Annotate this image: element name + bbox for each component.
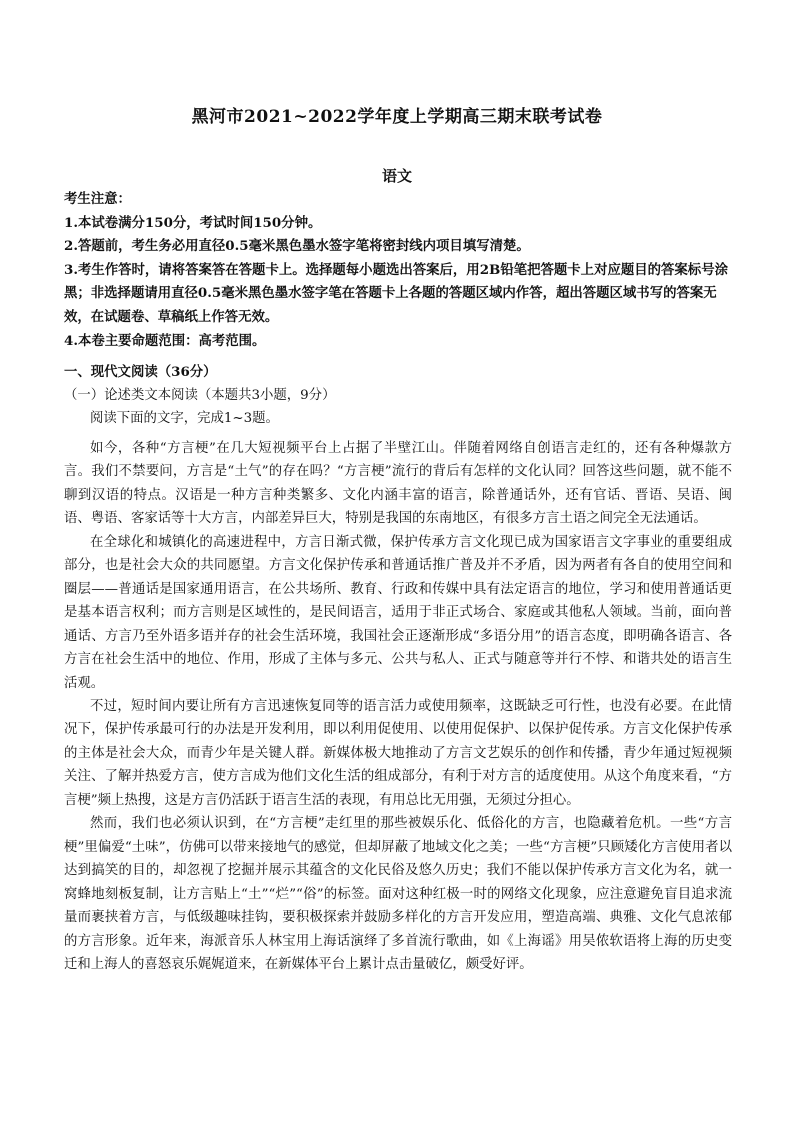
passage-paragraph: 不过，短时间内要让所有方言迅速恢复同等的语言活力或使用频率，这既缺乏可行性，也没有必要。在此情况下，保护传承最可行的办法是开发利用，即以利用促使用、以使用促保护、以保护促传承。方言文化保护传承的主体是社会大众，而青少年是关键人群。新媒体极大地推动了方言文艺娱乐的创作和传播，青少年通过短视频关注、了解并热爱方言，使方言成为他们文化生活的组成部分，有利于对方言的适度使用。从这个角度来看，“方言梗”频上热搜，这是方言仍活跃于语言生活的表现，有用总比无用强，无须过分担心。 [64, 698, 732, 808]
passage-paragraph: 在全球化和城镇化的高速进程中，方言日渐式微，保护传承方言文化现已成为国家语言文字事业的重要组成部分，也是社会大众的共同愿望。方言文化保护传承和普通话推广普及并不矛盾，因为两者有各自的使用空间和圈层——普通话是国家通用语言，在公共场所、教育、行政和传媒中具有法定语言的地位，学习和使用普通话更是基本语言权利；而方言则是区域性的，是民间语言，适用于非正式场合、家庭或其他私人领域。当前，面向普通话、方言乃至外语多语并存的社会生活环境，我国社会正逐渐形成“多语分用”的语言态度，即明确各语言、各方言在社会生活中的地位、作用，形成了主体与多元、公共与私人、正式与随意等并行不悖、和谐共处的语言生活观。 [64, 534, 732, 691]
passage-paragraph: 然而，我们也必须认识到，在“方言梗”走红里的那些被娱乐化、低俗化的方言，也隐藏着危机。一些“方言梗”里偏爱“土味”，仿佛可以带来接地气的感觉，但却屏蔽了地域文化之美；一些“方言梗”只顾矮化方言使用者以达到搞笑的目的，却忽视了挖掘并展示其蕴含的文化民俗及悠久历史；我们不能以保护传承方言文化为名，就一窝蜂地刻板复制，让方言贴上“土”“烂”“俗”的标签。面对这种红极一时的网络文化现象，应注意避免盲目追求流量而裹挟着方言，与低级趣味挂钩，要积极探索并鼓励多样化的方言开发应用，塑造高端、典雅、文化气息浓郁的方言形象。近年来，海派音乐人林宝用上海话演绎了多首流行歌曲，如《上海谣》用吴侬软语将上海的历史变迁和上海人的喜怒哀乐娓娓道来，在新媒体平台上累计点击量破亿，颇受好评。 [64, 816, 732, 972]
notice-item: 3.考生作答时，请将答案答在答题卡上。选择题每小题选出答案后，用2B铅笔把答题卡上对应题目的答案标号涂黑；非选择题请用直径0.5毫米黑色墨水签字笔在答题卡上各题的答题区域内作答，超出答题区域书写的答案无效，在试题卷、草稿纸上作答无效。 [64, 261, 728, 325]
passage-paragraph: 如今，各种“方言梗”在几大短视频平台上占据了半壁江山。伴随着网络自创语言走红的，还有各种爆款方言。我们不禁要问，方言是“土气”的存在吗？“方言梗”流行的背后有怎样的文化认同？回答这些问题，就不能不聊到汉语的特点。汉语是一种方言种类繁多、文化内涵丰富的语言，除普通话外，还有官话、晋语、吴语、闽语、粤语、客家话等十大方言，内部差异巨大，特别是我国的东南地区，有很多方言土语之间完全无法通话。 [64, 441, 732, 527]
exam-notice [64, 188, 732, 353]
part-title: 一、现代文阅读（36分） [64, 364, 217, 380]
exam-title: 黑河市2021~2022学年度上学期高三期末联考试卷 [191, 107, 603, 127]
notice-heading: 考生注意： [64, 191, 131, 207]
notice-item: 2.答题前，考生务必用直径0.5毫米黑色墨水签字笔将密封线内项目填写清楚。 [64, 238, 530, 255]
notice-item: 1.本试卷满分150分，考试时间150分钟。 [64, 214, 322, 231]
sub-section-title: （一）论述类文本阅读（本题共3小题，9分） [64, 388, 336, 403]
section-header [64, 361, 732, 430]
reading-passage [64, 437, 732, 976]
subject-title: 语文 [381, 167, 412, 185]
reading-instruction: 阅读下面的文字，完成1~3题。 [90, 411, 279, 426]
notice-item: 4.本卷主要命题范围：高考范围。 [64, 332, 266, 349]
